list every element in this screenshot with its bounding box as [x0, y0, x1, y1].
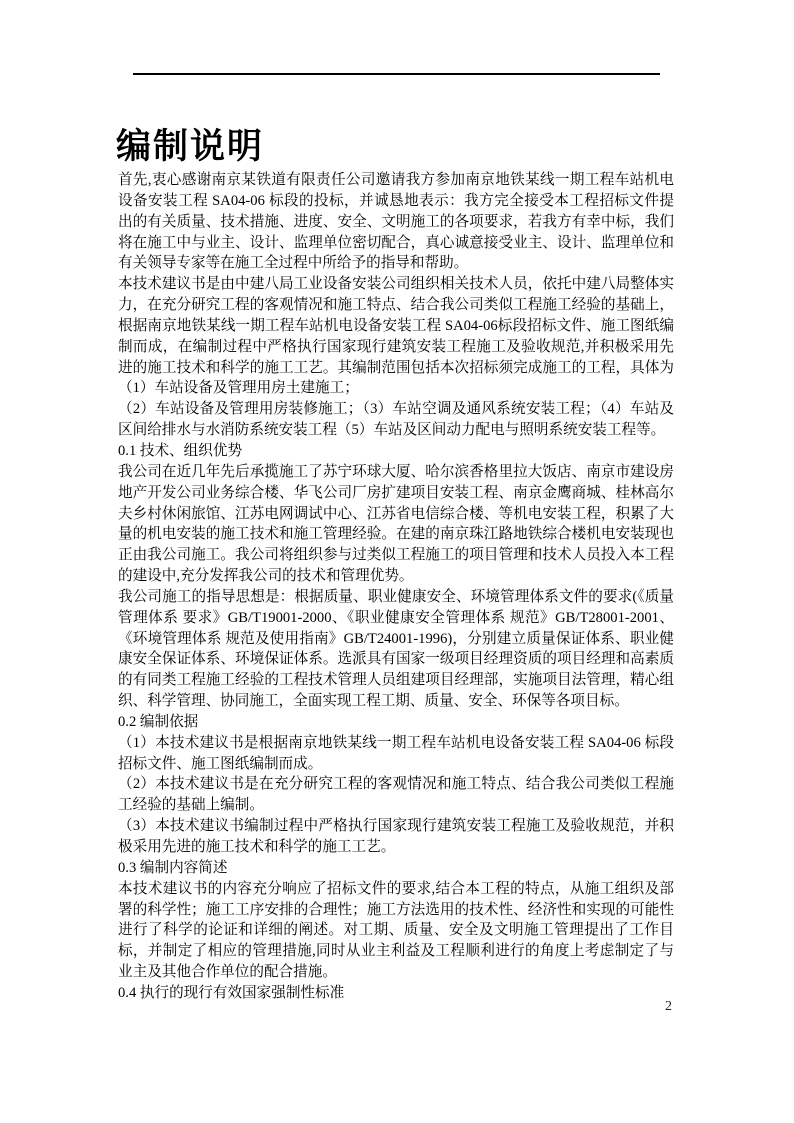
header-rule	[133, 73, 660, 75]
paragraph: 我公司施工的指导思想是：根据质量、职业健康安全、环境管理体系文件的要求(《质量管理体系 要求》GB/T19001-2000、《职业健康安全管理体系 规范》GB/T28001-2001、《环境管理体系 规范及使用指南》GB/T24001-1996)，分别建立质量保证体系、职业健康安全保证体系、环境保证体系。选派具有国家一级项目经理资质的项目经理和高素质的有同类工程施工经验的工程技术管理人员组建项目经理部，实施项目法管理，精心组织、科学管理、协同施工，全面实现工程工期、质量、安全、环保等各项目标。	[118, 588, 674, 710]
section-heading: 0.4 执行的现行有效国家强制性标准	[118, 984, 345, 1001]
paragraph: 本技术建议书是由中建八局工业设备安装公司组织相关技术人员，依托中建八局整体实力，在充分研究工程的客观情况和施工特点、结合我公司类似工程施工经验的基础上，根据南京地铁某线一期工程车站机电设备安装工程 SA04-06标段招标文件、施工图纸编制而成，在编制过程中严格执行国家现行建筑安装工程施工及验收规范,并积极采用先进的施工技术和科学的施工工艺。其编制范围包括本次招标须完成施工的工程，具体为（1）车站设备及管理用房土建施工；	[118, 276, 674, 397]
list-item: （2）本技术建议书是在充分研究工程的客观情况和施工特点、结合我公司类似工程施工经验的基础上编制。	[118, 776, 674, 814]
list-item: （3）本技术建议书编制过程中严格执行国家现行建筑安装工程施工及验收规范，并积极采用先进的施工技术和科学的施工工艺。	[118, 818, 674, 855]
paragraph: 首先,衷心感谢南京某铁道有限责任公司邀请我方参加南京地铁某线一期工程车站机电设备安装工程 SA04-06 标段的投标，并诚恳地表示：我方完全接受本工程招标文件提出的有关质量、技术措施、进度、安全、文明施工的各项要求，若我方有幸中标，我们将在施工中与业主、设计、监理单位密切配合，真心诚意接受业主、设计、监理单位和有关领导专家等在施工全过程中所给予的指导和帮助。	[118, 172, 674, 272]
section-heading: 0.1 技术、组织优势	[118, 442, 243, 459]
paragraph: （2）车站设备及管理用房装修施工；（3）车站空调及通风系统安装工程；（4）车站及区间给排水与水消防系统安装工程（5）车站及区间动力配电与照明系统安装工程等。	[118, 401, 674, 439]
page-number: 2	[665, 999, 672, 1014]
document-body	[118, 170, 674, 1004]
section-heading: 0.3 编制内容简述	[118, 859, 228, 876]
document-title: 编制说明	[116, 127, 265, 167]
paragraph: 我公司在近几年先后承揽施工了苏宁环球大厦、哈尔滨香格里拉大饭店、南京市建设房地产开发公司业务综合楼、华飞公司厂房扩建项目安装工程、南京金鹰商城、桂林高尔夫乡村休闲旅馆、江苏电网调试中心、江苏省电信综合楼、等机电安装工程，积累了大量的机电安装的施工技术和施工管理经验。在建的南京珠江路地铁综合楼机电安装现也正由我公司施工。我公司将组织参与过类似工程施工的项目管理和技术人员投入本工程的建设中,充分发挥我公司的技术和管理优势。	[118, 463, 674, 585]
section-heading: 0.2 编制依据	[118, 713, 199, 730]
paragraph: 本技术建议书的内容充分响应了招标文件的要求,结合本工程的特点，从施工组织及部署的科学性；施工工序安排的合理性；施工方法选用的技术性、经济性和实现的可能性进行了科学的论证和详细的阐述。对工期、质量、安全及文明施工管理提出了工作目标，并制定了相应的管理措施,同时从业主利益及工程顺利进行的角度上考虑制定了与业主及其他合作单位的配合措施。	[118, 880, 674, 981]
list-item: （1）本技术建议书是根据南京地铁某线一期工程车站机电设备安装工程 SA04-06 标段招标文件、施工图纸编制而成。	[118, 734, 674, 772]
